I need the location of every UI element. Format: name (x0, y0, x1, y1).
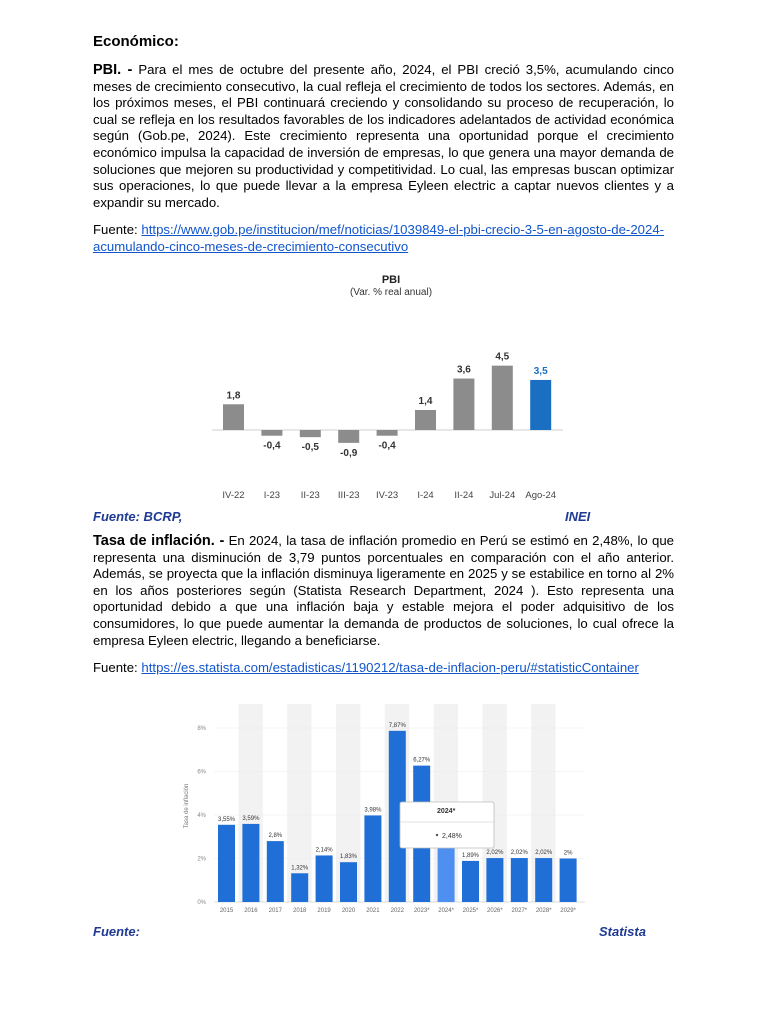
tooltip-marker (436, 834, 438, 836)
pbi-bar (377, 430, 398, 436)
inflation-bar (218, 825, 235, 902)
inflation-bar (462, 861, 479, 902)
pbi-bar (300, 430, 321, 437)
inflation-value-label: 2,02% (486, 850, 504, 857)
inflation-value-label: 2,14% (315, 847, 333, 854)
inflation-value-label: 3,55% (217, 816, 236, 823)
pbi-bar (415, 410, 436, 430)
inflation-bar (511, 858, 528, 902)
pbi-bar (530, 380, 551, 430)
inflacion-source-label: Fuente: (93, 660, 138, 675)
pbi-value-label: 1,4 (418, 395, 433, 407)
pbi-bar (338, 430, 359, 443)
inflation-x-tick: 2024* (438, 908, 454, 914)
pbi-x-tick: I-24 (417, 490, 434, 501)
inflation-chart (180, 698, 590, 920)
section-title: Económico: (93, 33, 179, 50)
pbi-bar (261, 430, 282, 436)
inflation-bar (535, 858, 552, 902)
inflation-x-tick: 2016 (244, 908, 258, 914)
inflation-x-tick: 2021 (366, 908, 380, 914)
pbi-paragraph (93, 62, 674, 211)
pbi-source-label: Fuente: (93, 222, 138, 237)
inflation-x-tick: 2027* (511, 908, 528, 914)
pbi-bar (492, 366, 513, 430)
pbi-x-tick: IV-22 (222, 490, 245, 501)
inflacion-source-link[interactable]: https://es.statista.com/estadisticas/1190212/tasa-de-inflacion-peru/#statisticContainer (141, 660, 639, 675)
inflation-bar (267, 841, 284, 902)
inflacion-caption-right: Statista (599, 924, 646, 939)
inflation-bg-band (287, 704, 311, 902)
pbi-caption-right: INEI (565, 509, 591, 524)
inflation-x-tick: 2017 (268, 908, 282, 914)
inflation-value-label: 2,8% (268, 833, 283, 840)
inflation-y-tick: 0% (197, 900, 206, 906)
pbi-label: PBI. - (93, 62, 133, 78)
inflation-x-tick: 2018 (293, 908, 307, 914)
inflation-bar (364, 815, 381, 902)
pbi-caption-left: Fuente: BCRP, (93, 509, 183, 524)
inflation-y-tick: 6% (197, 769, 206, 776)
inflation-x-tick: 2022 (390, 908, 404, 914)
inflation-x-tick: 2029* (560, 908, 576, 914)
inflacion-text: En 2024, la tasa de inflación promedio en Perú se estimó en 2,48%, lo que representa una disminución de 3,79 puntos porcentuales en comparación con el año anterior. Además, se proyecta que la inflación disminuya ligeramente en 2025 y se estabilice en torno al 2% en los años posteriores según (Statista Research Department, 2024 ). Esto representa una oportunidad debido a que una inflación baja y estable mejora el poder adquisitivo de los consumidores, lo que puede aumentar la demanda de productos de soluciones, lo cual ofrece la empresa Eyleen electric, llegando a beneficiarse. (93, 533, 675, 648)
inflation-bar (438, 848, 455, 902)
pbi-value-label: 3,5 (533, 365, 548, 377)
inflation-bar (340, 862, 357, 902)
inflation-bar (316, 855, 333, 902)
pbi-text: Para el mes de octubre del presente año, 2024, el PBI creció 3,5%, acumulando cinco meses de crecimiento consecutivo, la cual refleja el crecimiento de todos los sectores. Además, en los próximos meses, el PBI continuará creciendo y consolidando su proceso de recuperación, lo cual se refleja en los resultados favorables de los indicadores adelantados de actividad económica según (Gob.pe, 2024). Este crecimiento representa una oportunidad porque el crecimiento económico impulsa la capacidad de inversión de empresas, lo que genera una mayor demanda de soluciones que mejoren su productividad y competitividad. Lo cual, las empresas buscan optimizar sus operaciones, lo que puede llevar a la empresa Eyleen electric a captar nuevos clientes y a expandir su mercado. (93, 62, 675, 210)
inflation-value-label: 1,89% (461, 852, 480, 859)
inflation-x-tick: 2020 (341, 908, 356, 914)
inflation-y-tick: 4% (197, 813, 206, 819)
inflation-bar (560, 859, 577, 903)
inflation-x-tick: 2025* (462, 908, 479, 914)
pbi-value-label: -0,5 (301, 442, 319, 454)
pbi-value-label: -0,4 (263, 440, 281, 452)
inflation-x-tick: 2023* (413, 908, 430, 914)
pbi-chart-subtitle: (Var. % real anual) (349, 287, 433, 298)
inflation-bar (291, 873, 308, 902)
tooltip-value: 2,48% (442, 833, 462, 840)
pbi-value-label: 1,8 (226, 390, 241, 402)
pbi-bar (223, 404, 244, 430)
inflation-y-tick: 8% (197, 726, 206, 732)
pbi-chart-title: PBI (381, 274, 401, 286)
pbi-x-tick: II-23 (300, 490, 320, 501)
inflation-value-label: 3,59% (242, 815, 260, 822)
inflation-value-label: 3,98% (364, 807, 382, 814)
inflation-value-label: 2% (563, 850, 573, 857)
inflation-bar (486, 858, 503, 902)
inflation-value-label: 6,27% (413, 757, 431, 764)
pbi-value-label: -0,4 (378, 440, 396, 452)
inflation-value-label: 7,87% (388, 722, 406, 729)
inflation-y-tick: 2% (197, 856, 206, 863)
inflation-x-tick: 2026* (487, 908, 503, 914)
pbi-x-tick: II-24 (454, 490, 474, 501)
inflation-x-tick: 2015 (219, 908, 234, 914)
inflation-value-label: 2,02% (535, 850, 553, 857)
inflacion-label: Tasa de inflación. - (93, 533, 225, 549)
inflation-value-label: 2,02% (510, 850, 528, 857)
inflation-x-tick: 2028* (535, 908, 552, 914)
pbi-bar (453, 379, 474, 430)
inflation-x-tick: 2019 (317, 908, 331, 914)
inflation-value-label: 1,32% (291, 865, 309, 872)
inflacion-source (93, 660, 693, 677)
pbi-value-label: 3,6 (456, 364, 471, 376)
inflation-y-axis-label: Tasa de inflación (184, 783, 190, 829)
pbi-source (93, 222, 693, 255)
tooltip-title: 2024* (437, 808, 456, 815)
inflacion-paragraph (93, 533, 674, 649)
pbi-x-tick: I-23 (263, 490, 281, 501)
pbi-source-link[interactable]: https://www.gob.pe/institucion/mef/noticias/1039849-el-pbi-crecio-3-5-en-agosto-de-2024-acumulando-cinco-meses-de-crecimiento-consecutivo (93, 222, 665, 254)
pbi-chart (205, 262, 575, 504)
inflation-bar (242, 824, 259, 902)
inflation-value-label: 1,83% (339, 854, 358, 861)
pbi-x-tick: III-23 (337, 490, 360, 501)
pbi-value-label: -0,9 (340, 447, 358, 459)
inflacion-caption-left: Fuente: (93, 924, 140, 939)
pbi-x-tick: Jul-24 (489, 490, 516, 501)
pbi-value-label: 4,5 (495, 351, 510, 363)
pbi-x-tick: Ago-24 (525, 490, 557, 501)
pbi-x-tick: IV-23 (376, 490, 399, 501)
inflation-tooltip (400, 802, 494, 848)
